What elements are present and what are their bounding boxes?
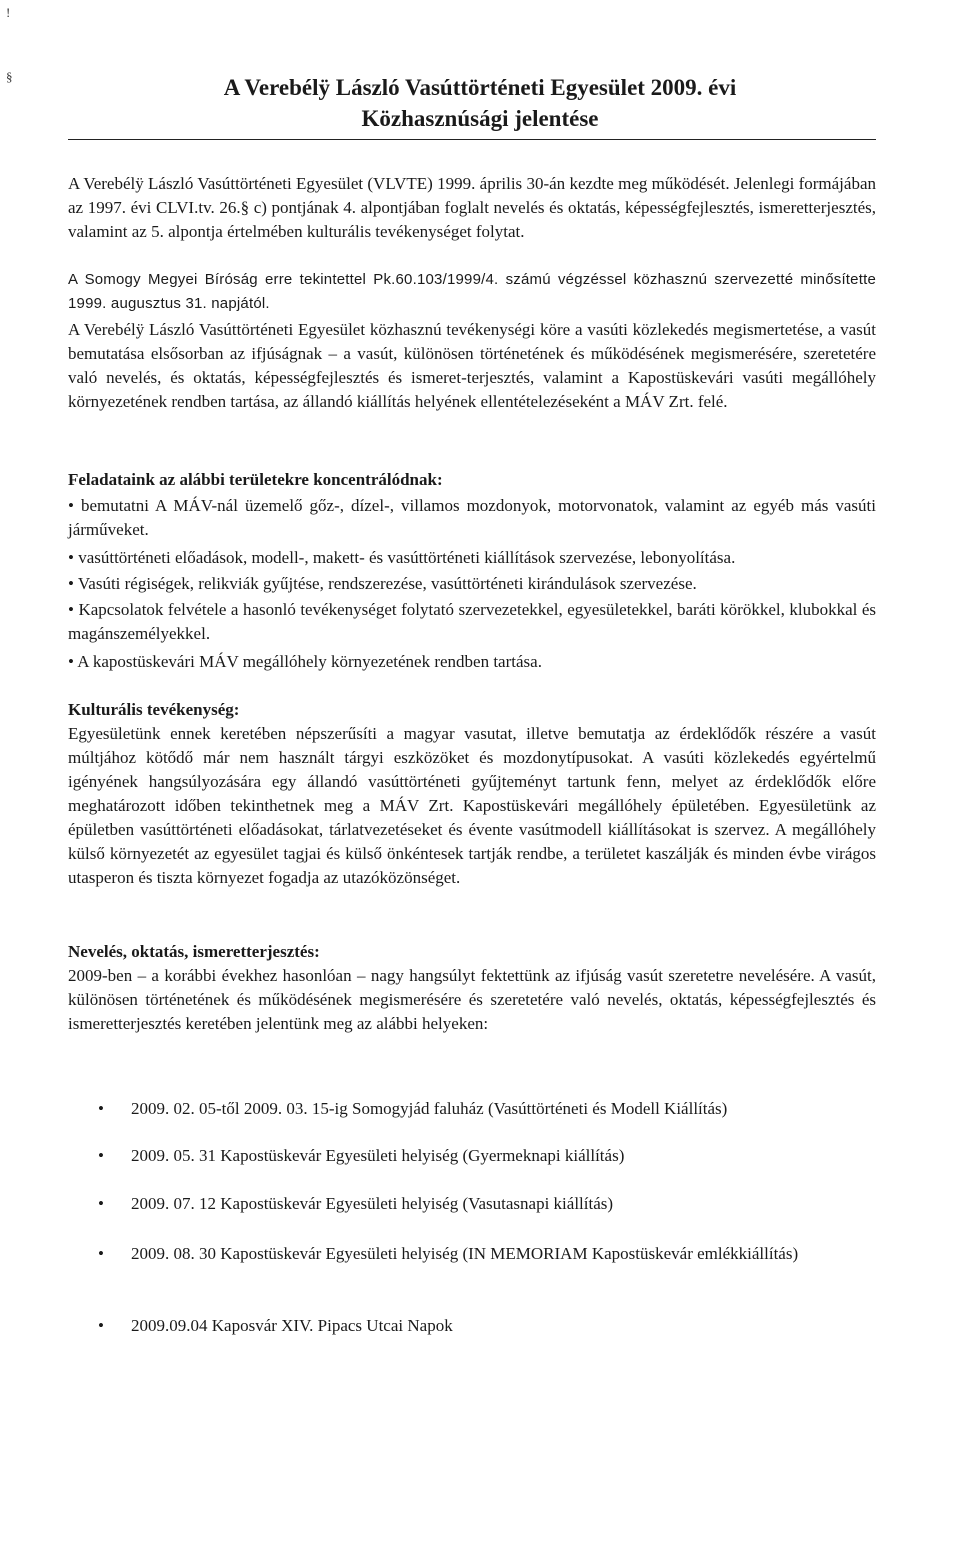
education-heading: Nevelés, oktatás, ismeretterjesztés: [68, 942, 320, 961]
corner-mark: ! [6, 5, 11, 20]
intro-paragraph-1: A Verebélÿ László Vasúttörténeti Egyesület (VLVTE) 1999. április 30-án kezdte meg működését. Jelenlegi formájában az 1997. évi CLVI.tv. 26.§ c) pontjának 4. alpontjában foglalt nevelés és oktatás, képességfejlesztés, ismeretterjesztés, valamint az 5. alpontja értelmében kulturális tevékenységet folytat. [68, 174, 876, 241]
title-line-1: A Verebélÿ László Vasúttörténeti Egyesület 2009. évi [223, 75, 737, 100]
location-text: 2009. 08. 30 Kapostüskevár Egyesületi helyiség (IN MEMORIAM Kapostüskevár emlékkiállítás) [131, 1244, 799, 1263]
location-text: 2009. 05. 31 Kapostüskevár Egyesületi helyiség (Gyermeknapi kiállítás) [131, 1146, 625, 1165]
location-text: 2009.09.04 Kaposvár XIV. Pipacs Utcai Napok [131, 1316, 453, 1335]
education-body: 2009-ben – a korábbi évekhez hasonlóan – nagy hangsúlyt fektettünk az ifjúság vasút szeretetre nevelésére. A vasút, különösen történetének és működésének megismerésére és szeretetére való nevelés, oktatás, képességfejlesztés és ismeretterjesztés keretében jelentünk meg az alábbi helyeken: [68, 966, 876, 1033]
intro-paragraph-2: A Somogy Megyei Bíróság erre tekintettel Pk.60.103/1999/4. számú végzéssel közhasznú szervezetté minősítette 1999. augusztus 31. napjától. [68, 271, 876, 312]
bullet-icon: • [98, 1146, 104, 1165]
bullet-icon: • [98, 1099, 104, 1118]
cultural-heading: Kulturális tevékenység: [68, 700, 240, 719]
task-item: • bemutatni A MÁV-nál üzemelő gőz-, dízel-, villamos mozdonyok, motorvonatok, valamint az egyéb más vasúti járműveket. [68, 496, 876, 539]
document-title [0, 69, 960, 134]
location-item [98, 1242, 876, 1266]
location-item [98, 1314, 876, 1338]
location-item [98, 1097, 876, 1121]
title-rule [68, 139, 876, 140]
intro-paragraph-3: A Verebélÿ László Vasúttörténeti Egyesület közhasznú tevékenységi köre a vasúti közlekedés megismertetése, a vasút bemutatása elsősorban az ifjúságnak – a vasút, különösen történetének és működésének megismerésére, szeretetére való nevelés, és oktatás, képességfejlesztés és ismeret-terjesztés, valamint a Kapostüskevári vasúti megállóhely környezetének rendben tartása, az állandó kiállítás helyének ellentételezéseként a MÁV Zrt. felé. [68, 320, 876, 411]
bullet-icon: • [98, 1244, 104, 1263]
location-text: 2009. 02. 05-től 2009. 03. 15-ig Somogyjád faluház (Vasúttörténeti és Modell Kiállítás) [131, 1099, 728, 1118]
location-item [98, 1144, 876, 1168]
tasks-heading: Feladataink az alábbi területekre koncentrálódnak: [68, 470, 443, 489]
title-line-2: Közhasznúsági jelentése [361, 106, 599, 131]
task-item: • vasúttörténeti előadások, modell-, makett- és vasúttörténeti kiállítások szervezése, lebonyolítása. [68, 548, 736, 567]
task-item: • A kapostüskevári MÁV megállóhely környezetének rendben tartása. [68, 652, 542, 671]
task-item: • Kapcsolatok felvétele a hasonló tevékenységet folytató szervezetekkel, egyesületekkel, baráti körökkel, klubokkal és magánszemélyekkel. [68, 600, 876, 643]
bullet-icon: • [98, 1194, 104, 1213]
task-item: • Vasúti régiségek, relikviák gyűjtése, rendszerezése, vasúttörténeti kirándulások szervezése. [68, 574, 697, 593]
location-item [98, 1192, 876, 1216]
cultural-body: Egyesületünk ennek keretében népszerűsíti a magyar vasutat, illetve bemutatja az érdeklődők részére a vasút múltjához kötődő már nem használt tárgyi eszközöket és mozdonytípusokat. A vasúti közlekedés egyértelmű igényének hangsúlyozására egy állandó vasúttörténeti gyűjteményt tartunk fenn, melyet az érdeklődők előre meghatározott időben tekinthetnek meg a MÁV Zrt. Kapostüskevári megállóhely épületében. Egyesületünk az épületben vasúttörténeti előadásokat, tárlatvezetéseket és évente vasútmodell kiállításokat is szervez. A megállóhely külső környezetét az egyesület tagjai és külső önkéntesek tartják rendbe, a területet kaszálják és minden évbe virágos utasperon és tiszta környezet fogadja az utazóközönséget. [68, 724, 876, 887]
bullet-icon: • [98, 1316, 104, 1335]
location-text: 2009. 07. 12 Kapostüskevár Egyesületi helyiség (Vasutasnapi kiállítás) [131, 1194, 614, 1213]
margin-mark: § [6, 69, 13, 84]
